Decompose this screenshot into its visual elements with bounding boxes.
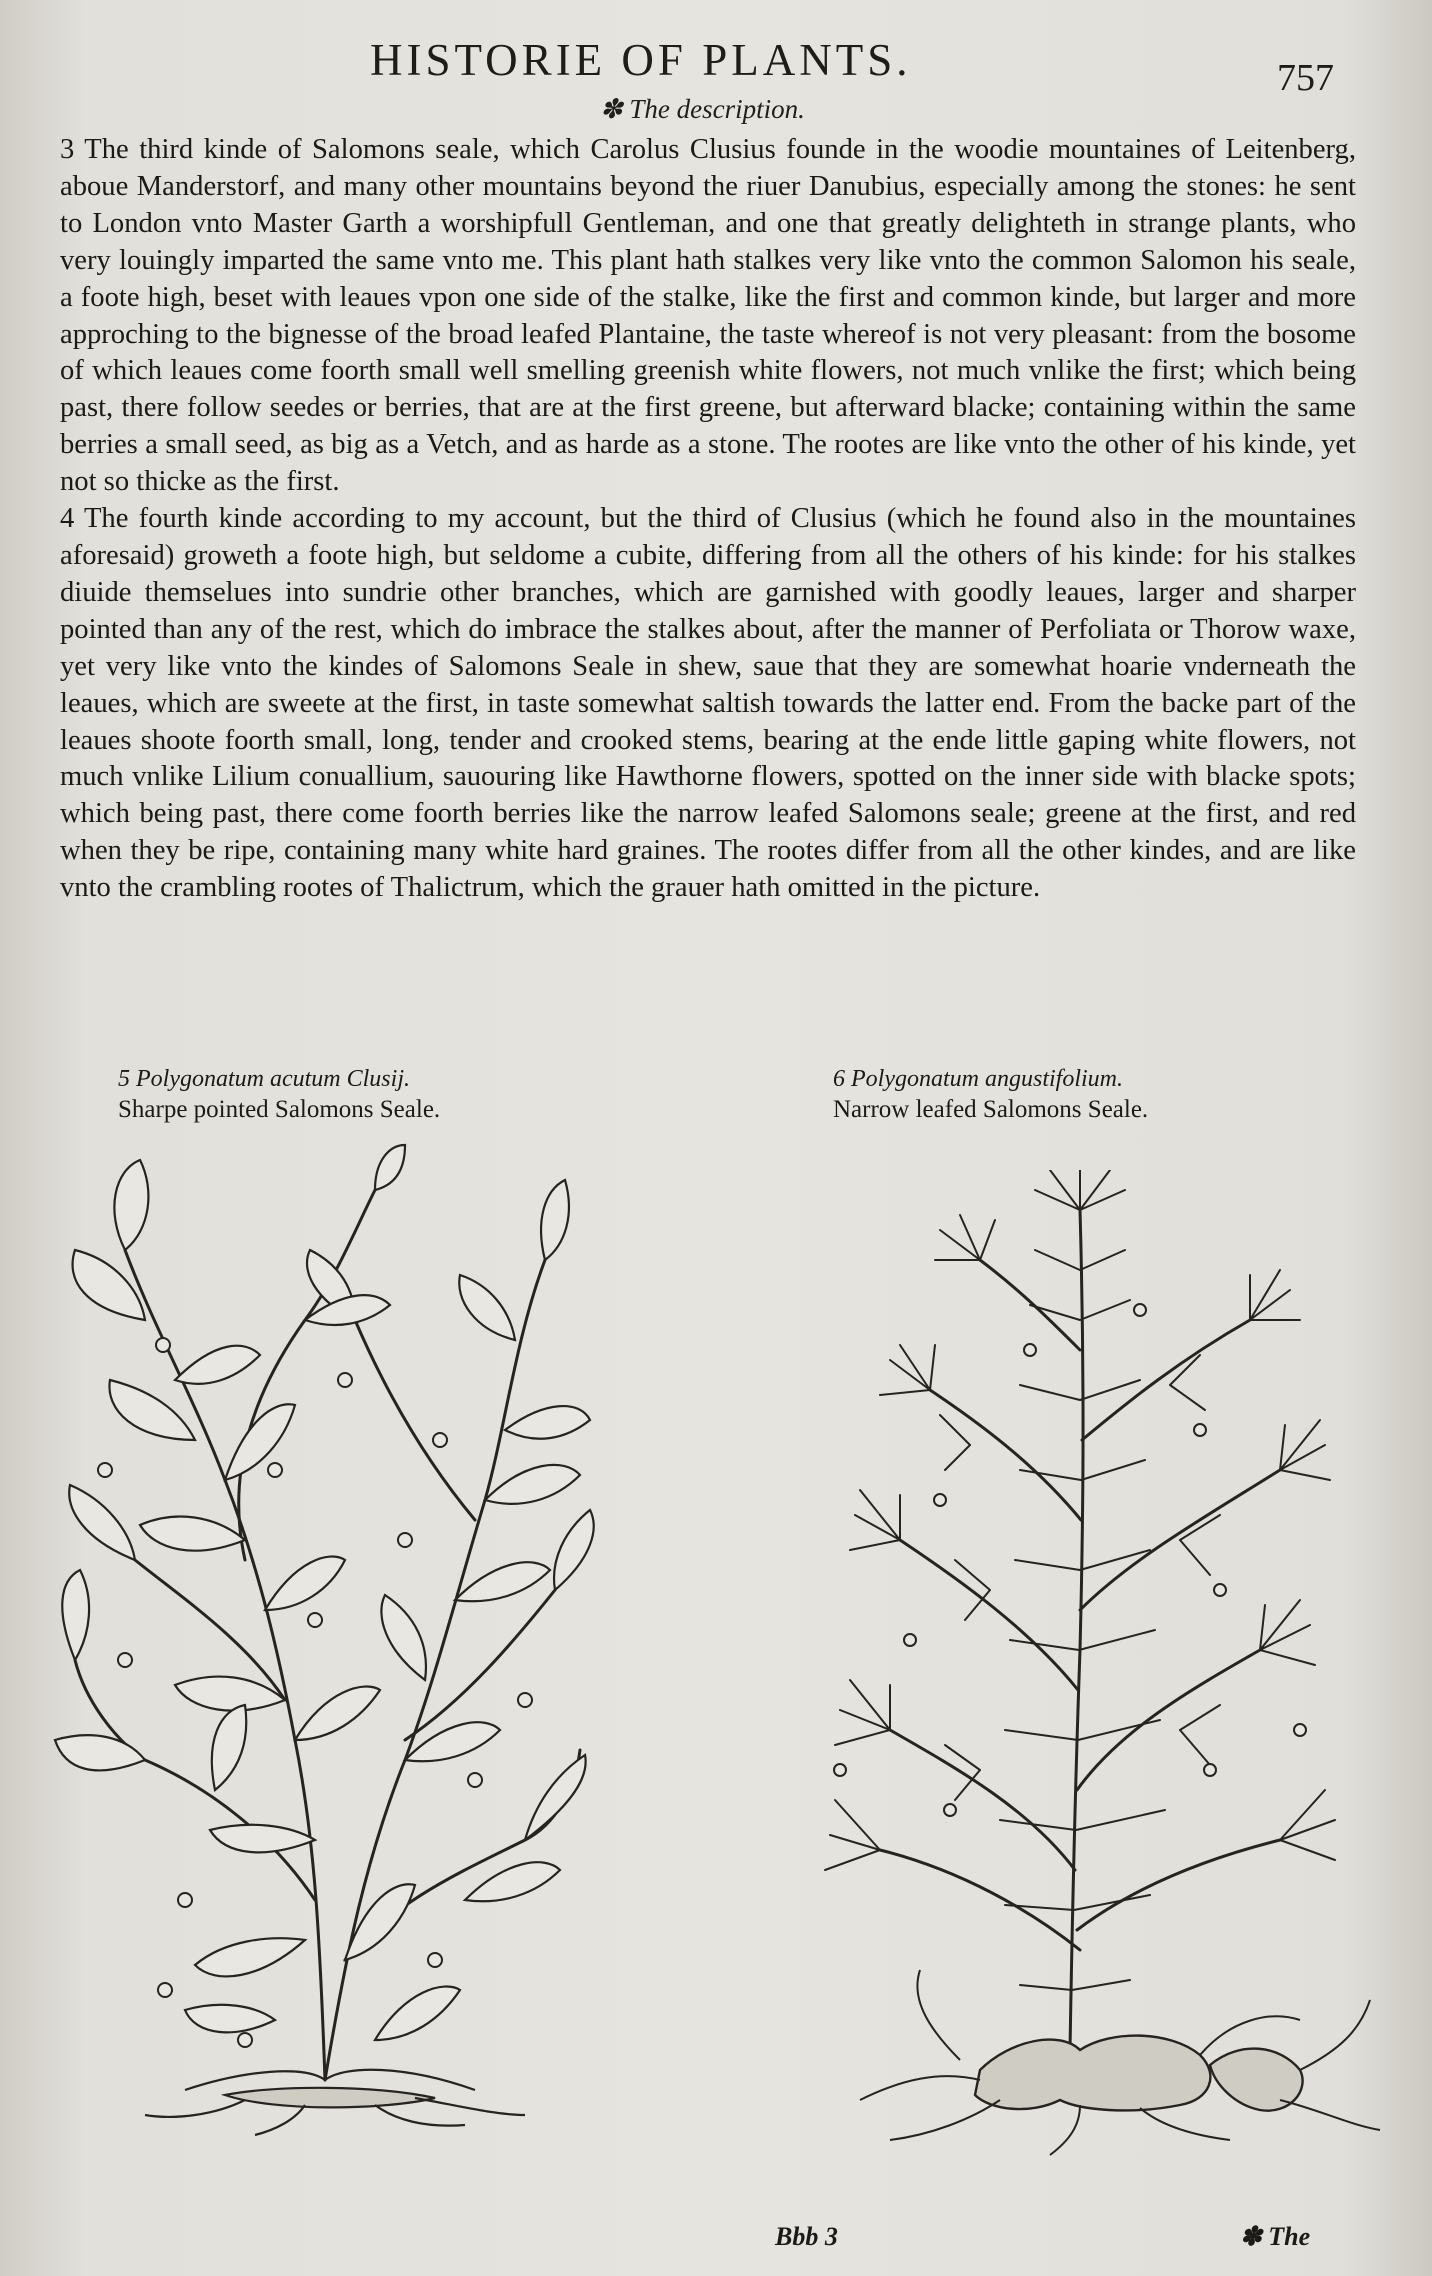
page-header <box>0 30 1432 100</box>
paragraph-3: 3 The third kinde of Salomons seale, which Carolus Clusius founde in the woodie mountaines of Leitenberg, aboue Manderstorf, and many other mountains beyond the riuer Danubius, especially among the stones: he sent to London vnto Master Garth a worshipfull Gentleman, and one that greatly delighteth in strange plants, who very louingly imparted the same vnto me. This plant hath stalkes very like vnto the common Salomon his seale, a foote high, beset with leaues vpon one side of the stalke, like the first and common kinde, but larger and more approching to the bignesse of the broad leafed Plantaine, the taste whereof is not very pleasant: from the bosome of which leaues come foorth small well smelling greenish white flowers, not much vnlike the first; which being past, there follow seedes or berries, that are at the first greene, but afterward blacke; containing within the same berries a small seed, as big as a Vetch, and as harde as a stone. The rootes are like vnto the other of his kinde, yet not so thicke as the first. <box>60 134 1356 498</box>
figure-6-latin-name: 6 Polygonatum angustifolium. <box>833 1066 1123 1092</box>
figure-5-heading <box>118 1064 638 1126</box>
catchword: ✽ The <box>1240 2222 1311 2251</box>
body-text <box>60 132 1356 907</box>
figure-6-caption: Narrow leafed Salomons Seale. <box>833 1096 1149 1123</box>
figure-5-caption: Sharpe pointed Salomons Seale. <box>118 1096 441 1123</box>
narrow-leafed-salomons-seale-illustration <box>780 1170 1390 2160</box>
running-head: HISTORIE OF PLANTS. <box>370 35 912 85</box>
paragraph-4: 4 The fourth kinde according to my account, but the third of Clusius (which he found also in the mountaines aforesaid) groweth a foote high, but seldome a cubite, differing from all the others of his kinde: for his stalkes diuide themselues into sundrie other branches, which are garnished with goodly leaues, larger and sharper pointed than any of the rest, which do imbrace the stalkes about, after the manner of Perfoliata or Thorow waxe, yet very like vnto the kindes of Salomons Seale in shew, saue that they are somewhat hoarie vnderneath the leaues, which are sweete at the first, in taste somewhat saltish towards the latter end. From the backe part of the leaues shoote foorth small, long, tender and crooked stems, bearing at the ende little gaping white flowers, not much vnlike Lilium conuallium, sauouring like Hawthorne flowers, spotted on the inner side with blacke spots; which being past, there come foorth berries like the narrow leafed Salomons seale; greene at the first, and red when they be ripe, containing many white hard graines. The rootes differ from all the other kindes, and are like vnto the crambling rootes of Thalictrum, which the grauer hath omitted in the picture. <box>60 503 1356 904</box>
page-number: 757 <box>1277 57 1334 99</box>
figure-6-heading <box>833 1064 1353 1126</box>
sharpe-pointed-salomons-seale-illustration <box>45 1140 605 2140</box>
signature-mark: Bbb 3 <box>775 2222 838 2251</box>
figure-5-latin-name: 5 Polygonatum acutum Clusij. <box>118 1066 410 1092</box>
section-subheading: ✽ The description. <box>600 94 805 124</box>
